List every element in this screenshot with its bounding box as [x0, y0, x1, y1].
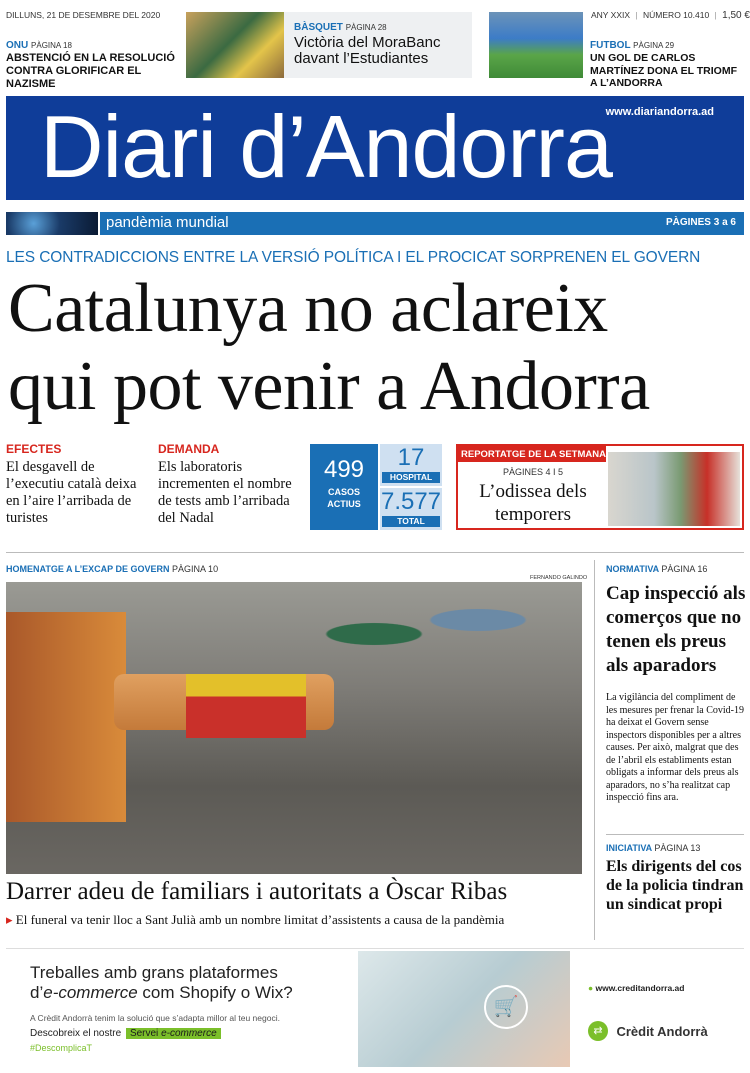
funeral-page: PÀGINA 10	[172, 564, 219, 574]
teaser-page: PÀGINA 29	[633, 41, 675, 50]
ad-url: www.creditandorra.ad	[595, 983, 685, 993]
active-value: 499	[323, 456, 365, 483]
side-headline: Els dirigents del cos de la policia tindran un sindicat propi	[606, 858, 744, 913]
issue-info: ANY XXIX | NÚMERO 10.410 | 1,50 €	[591, 10, 750, 21]
ad-url-line[interactable]	[588, 983, 684, 993]
ad-brand	[588, 1021, 708, 1041]
teaser-headline: Victòria del MoraBanc davant l’Estudiantes	[294, 34, 441, 67]
funeral-photo[interactable]	[6, 582, 582, 874]
total-stat	[380, 488, 442, 530]
hospital-stat	[380, 444, 442, 486]
caption-text: El funeral va tenir lloc a Sant Julià amb un nombre limitat d’assistents a causa de la pandèmia	[15, 912, 505, 927]
teaser-kicker: BÀSQUET	[294, 22, 343, 33]
active-cases	[310, 444, 378, 530]
issue-date: DILLUNS, 21 DE DESEMBRE DEL 2020	[6, 10, 161, 20]
top-teaser-right[interactable]	[590, 40, 746, 90]
advertisement[interactable]	[6, 948, 744, 1066]
section-bar[interactable]	[100, 212, 744, 235]
sub-article-demand[interactable]	[158, 442, 304, 527]
side-article-iniciativa[interactable]	[606, 843, 746, 914]
church-door	[6, 612, 126, 822]
ad-cta-label-em: e-commerce	[161, 1028, 217, 1039]
flag	[186, 674, 306, 738]
ad-cta[interactable]	[30, 1028, 221, 1039]
funeral-caption	[6, 912, 504, 928]
virus-image	[6, 212, 98, 235]
masthead	[6, 96, 744, 200]
umbrellas	[296, 592, 556, 662]
total-label: TOTAL	[382, 516, 440, 527]
caption-bullet-icon: ▸	[6, 912, 13, 927]
credit-andorra-logo-icon: ⇄	[588, 1021, 608, 1041]
lead-headline-line2[interactable]: qui pot venir a Andorra	[8, 348, 650, 425]
sub-text: Els laboratoris incrementen el nombre de tests amb l’arribada del Nadal	[158, 459, 292, 526]
lead-headline-line1[interactable]: Catalunya no aclareix	[8, 270, 608, 347]
ad-image	[358, 951, 570, 1067]
report-banner: REPORTATGE DE LA SETMANA	[458, 446, 606, 462]
section-label: pandèmia mundial	[106, 214, 229, 231]
sub-kicker: DEMANDA	[158, 442, 220, 456]
section-pages: PÀGINES 3 a 6	[665, 217, 736, 228]
side-kicker: NORMATIVA	[606, 564, 659, 574]
globe-icon: ●	[588, 983, 594, 993]
issue-price: 1,50 €	[722, 10, 750, 21]
teaser-page: PÀGINA 18	[31, 41, 72, 50]
report-pages: PÀGINES 4 I 5	[502, 467, 564, 477]
teaser-page: PÀGINA 28	[345, 23, 387, 32]
masthead-title: Diari d’Andorra	[40, 97, 612, 196]
ad-text: d’	[30, 983, 44, 1002]
covid-stats	[310, 444, 442, 530]
ad-headline-1: Treballes amb grans plataformes	[30, 963, 278, 982]
cart-icon: 🛒	[484, 985, 528, 1029]
ad-body: A Crèdit Andorrà tenim la solució que s’adapta millor al teu negoci.	[30, 1013, 280, 1023]
teaser-kicker: FUTBOL	[590, 40, 631, 51]
side-page: PÀGINA 16	[661, 564, 708, 574]
basketball-photo	[186, 12, 284, 78]
ad-cta-button[interactable]	[126, 1028, 221, 1039]
funeral-kicker: HOMENATGE A L’EXCAP DE GOVERN	[6, 564, 170, 574]
top-teaser-left[interactable]	[6, 40, 178, 91]
top-teaser-center[interactable]	[186, 12, 472, 78]
ad-text-em: e-commerce	[43, 983, 138, 1002]
masthead-url[interactable]: www.diariandorra.ad	[605, 106, 714, 118]
side-body: La vigilància del compliment de les mesures per frenar la Covid-19 ha deixat el Govern sense inspectors disponibles per a altres causes. Per això, malgrat que des de l’abril els establiments estan obligats a informar dels preus als aparadors, no s’ha realitzat cap inspecció fins ara.	[606, 692, 745, 803]
photo-credit: FERNANDO GALINDO	[530, 575, 588, 581]
lead-subtitle: LES CONTRADICCIONS ENTRE LA VERSIÓ POLÍTICA I EL PROCICAT SORPRENEN EL GOVERN	[6, 249, 701, 266]
ad-hashtag: #DescomplicaT	[30, 1043, 93, 1053]
divider	[606, 834, 744, 835]
funeral-headline[interactable]: Darrer adeu de familiars i autoritats a Òscar Ribas	[6, 878, 508, 905]
side-headline: Cap inspecció als comerços que no tenen els preus als aparadors	[606, 583, 746, 676]
side-article-normativa[interactable]	[606, 564, 746, 805]
issue-year: ANY XXIX	[591, 10, 631, 20]
issue-number: NÚMERO 10.410	[643, 10, 710, 20]
hospital-value: 17	[397, 444, 425, 471]
hospital-label: HOSPITAL	[382, 472, 440, 483]
ad-brand-name: Crèdit Andorrà	[616, 1023, 708, 1039]
funeral-kicker-line	[6, 564, 218, 574]
total-value: 7.577	[380, 488, 442, 515]
side-page: PÀGINA 13	[654, 843, 701, 853]
teaser-headline: ABSTENCIÓ EN LA RESOLUCIÓ CONTRA GLORIFICAR EL NAZISME	[6, 52, 175, 90]
side-kicker: INICIATIVA	[606, 843, 652, 853]
sub-text: El desgavell de l’executiu català deixa en l’aire l’arribada de turistes	[6, 459, 137, 526]
ad-cta-label: Servei	[129, 1028, 162, 1039]
ad-text: com Shopify o Wix?	[137, 983, 293, 1002]
ad-headline-2	[30, 983, 293, 1003]
ad-cta-text: Descobreix el nostre	[30, 1028, 122, 1039]
football-photo	[489, 12, 583, 78]
teaser-kicker: ONU	[6, 40, 29, 51]
active-label: CASOS ACTIUS	[327, 487, 361, 509]
divider	[6, 552, 744, 553]
sub-kicker: EFECTES	[6, 442, 62, 456]
sub-article-effects[interactable]	[6, 442, 146, 527]
teaser-headline: UN GOL DE CARLOS MARTÍNEZ DONA EL TRIOMF A L’ANDORRA	[590, 52, 737, 89]
report-photo	[608, 452, 740, 526]
report-title: L’odissea dels temporers	[479, 481, 587, 525]
divider	[594, 560, 595, 940]
weekly-report-box[interactable]	[456, 444, 744, 530]
